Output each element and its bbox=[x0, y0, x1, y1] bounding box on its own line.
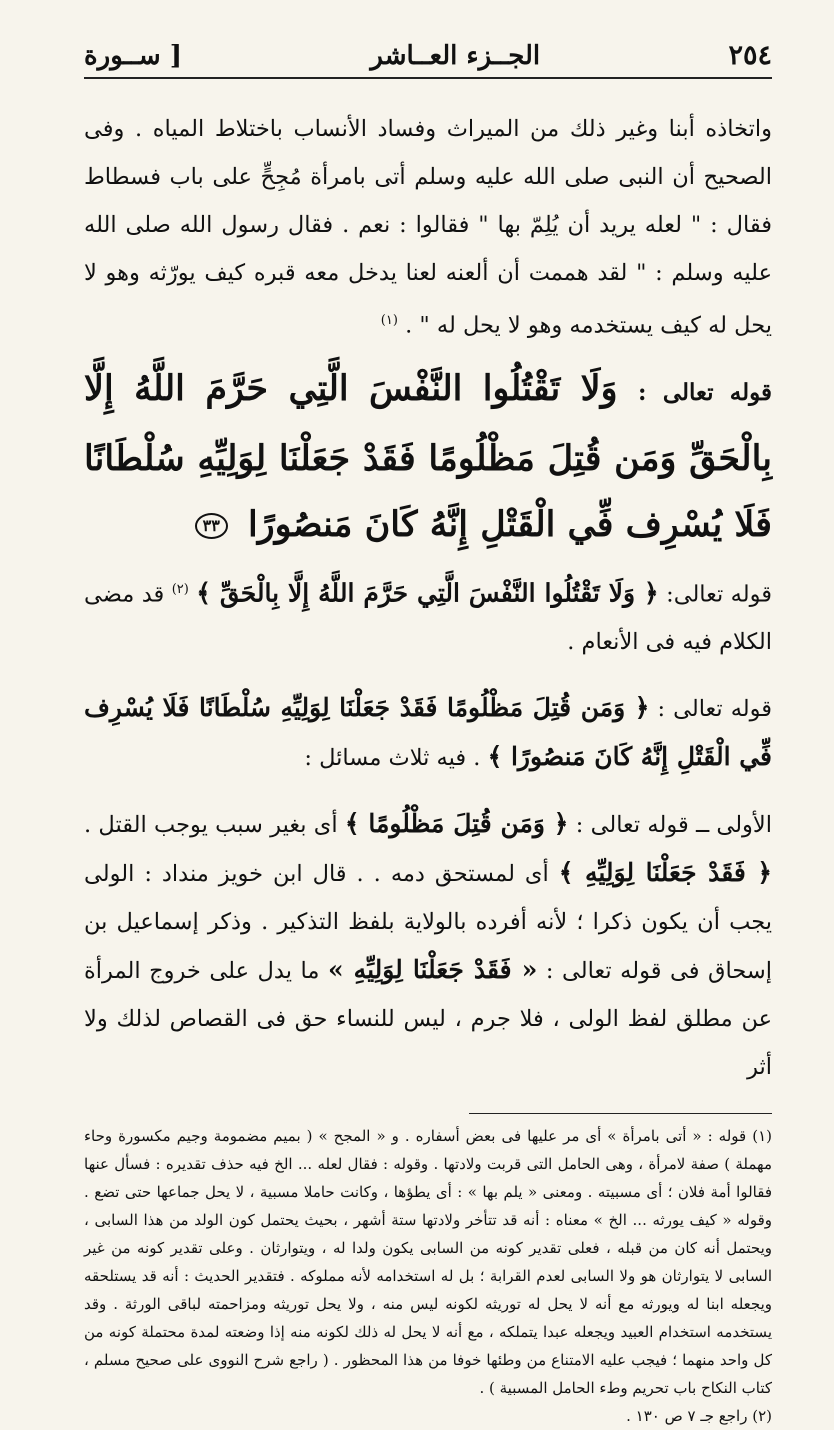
p2-quote: ﴿ وَلَا تَقْتُلُوا النَّفْسَ الَّتِي حَرَّمَ اللَّهُ إِلَّا بِالْحَقِّ ﴾ bbox=[196, 578, 659, 607]
footnote-1-number: (١) bbox=[752, 1127, 772, 1145]
footnote-1-text: قوله : « أتى بامرأة » أى مر عليها فى بعض أسفاره . و « المجح » ( بميم مضمومة وجيم مكسورة وحاء مهملة ) صفة لامرأة ، وهى الحامل التى قربت ولادتها . وقوله : فقال لعله ... الخ فيه حذف تقديره : فسأل عنها فقالوا أمة فلان ؛ أى مسبيته . ومعنى « يلم بها » : أى يطؤها ، وكانت حاملا مسبية ، لا يحل جماعها حتى تضع . وقوله « كيف يورثه ... الخ » معناه : أنه قد تتأخر ولادتها ستة أشهر ، بحيث يحتمل كون الولد من هذا السابى ، ويحتمل أنه كان من قبله ، فعلى تقدير كونه من السابى يكون ولدا له ، ويتوارثان . وعلى تقدير كونه من غير السابى لا يتوارثان هو ولا السابى لعدم القرابة ؛ بل له استخدامه لأنه مملوكه . فتقدير الحديث : أنه قد يستلحقه ويجعله ابنا له ويورثه مع أنه لا يحل له توريثه لكونه ليس منه ، ولا يحل توريثه ومزاحمته لباقى الورثة . وقد يستخدمه استخدام العبيد ويجعله عبدا يتملكه ، مع أنه لا يحل له ذلك لكونه منه إذا وضعته لمدة محتملة كونه من كل واحد منهما ؛ فيجب عليه الامتناع من وطئها خوفا من هذا المحظور . ( راجع شرح النووى على صحيح مسلم ، كتاب النكاح باب تحريم وطء الحامل المسبية ) . bbox=[84, 1127, 772, 1397]
quran-verse bbox=[84, 356, 772, 558]
footnote-1 bbox=[84, 1122, 772, 1402]
verse-text: وَلَا تَقْتُلُوا النَّفْسَ الَّتِي حَرَّمَ اللَّهُ إِلَّا بِالْحَقِّ وَمَن قُتِلَ مَظْلُومًا فَقَدْ جَعَلْنَا لِوَلِيِّهِ سُلْطَانًا فَلَا يُسْرِف فِّي الْقَتْلِ إِنَّهُ كَانَ مَنصُورًا bbox=[84, 367, 772, 545]
page-header bbox=[84, 40, 772, 79]
p4-text-3: ما يدل على خروج المرأة عن مطلق لفظ الولى ، فلا جرم ، ليس للنساء حق فى القصاص لذلك ولا أثر bbox=[84, 958, 772, 1080]
p4-text-1: أى بغير سبب يوجب القتل . bbox=[84, 812, 338, 838]
footnotes bbox=[84, 1122, 772, 1430]
footnote-ref-2: (٢) bbox=[171, 581, 189, 597]
footnote-divider bbox=[469, 1113, 772, 1114]
page-number: ٢٥٤ bbox=[728, 40, 772, 71]
p3-intro: قوله تعالى : bbox=[657, 696, 772, 722]
footnote-2-number: (٢) bbox=[752, 1407, 772, 1425]
p3-text: . فيه ثلاث مسائل : bbox=[304, 745, 481, 771]
p4-intro: الأولى ــ قوله تعالى : bbox=[575, 812, 772, 838]
p4-quote-2: ﴿ فَقَدْ جَعَلْنَا لِوَلِيِّهِ ﴾ bbox=[558, 858, 772, 887]
footnote-ref-1: (١) bbox=[380, 313, 398, 328]
footnote-2-text: راجع جـ ٧ ص ١٣٠ . bbox=[626, 1407, 748, 1425]
verse-intro: قوله تعالى : bbox=[638, 378, 773, 406]
paragraph-issues-intro bbox=[84, 684, 772, 782]
footnote-2 bbox=[84, 1402, 772, 1430]
verse-number-badge: ٣٣ bbox=[195, 513, 228, 539]
paragraph-first-issue bbox=[84, 800, 772, 1091]
p2-text: قد مضى الكلام فيه فى الأنعام . bbox=[84, 581, 772, 655]
p3-quote: ﴿ وَمَن قُتِلَ مَظْلُومًا فَقَدْ جَعَلْنَا لِوَلِيِّهِ سُلْطَانًا فَلَا يُسْرِف فِّي الْقَتْلِ إِنَّهُ كَانَ مَنصُورًا ﴾ bbox=[84, 693, 772, 771]
p4-quote-1: ﴿ وَمَن قُتِلَ مَظْلُومًا ﴾ bbox=[344, 809, 569, 838]
chapter-title: [ ســورة bbox=[84, 40, 182, 71]
part-title: الجــزء العــاشر bbox=[370, 40, 541, 71]
paragraph-anam-reference bbox=[84, 566, 772, 667]
p2-intro: قوله تعالى: bbox=[666, 581, 772, 607]
paragraph-hadith bbox=[84, 105, 772, 350]
p4-quote-3: « فَقَدْ جَعَلْنَا لِوَلِيِّهِ » bbox=[327, 955, 538, 984]
p4-text-2: أى لمستحق دمه . . قال ابن خويز منداد : الولى يجب أن يكون ذكرا ؛ لأنه أفرده بالولاية بلفظ التذكير . وذكر إسماعيل بن إسحاق فى قوله تعالى : bbox=[84, 861, 772, 984]
paragraph-hadith-text: واتخاذه أبنا وغير ذلك من الميراث وفساد الأنساب باختلاط المياه . وفى الصحيح أن النبى صلى الله عليه وسلم أتى بامرأة مُجِحٍّ على باب فسطاط فقال : " لعله يريد أن يُلِمّ بها " فقالوا : نعم . فقال رسول الله صلى الله عليه وسلم : " لقد هممت أن ألعنه لعنا يدخل معه قبره كيف يورّثه وهو لا يحل له كيف يستخدمه وهو لا يحل له " . bbox=[84, 116, 772, 339]
